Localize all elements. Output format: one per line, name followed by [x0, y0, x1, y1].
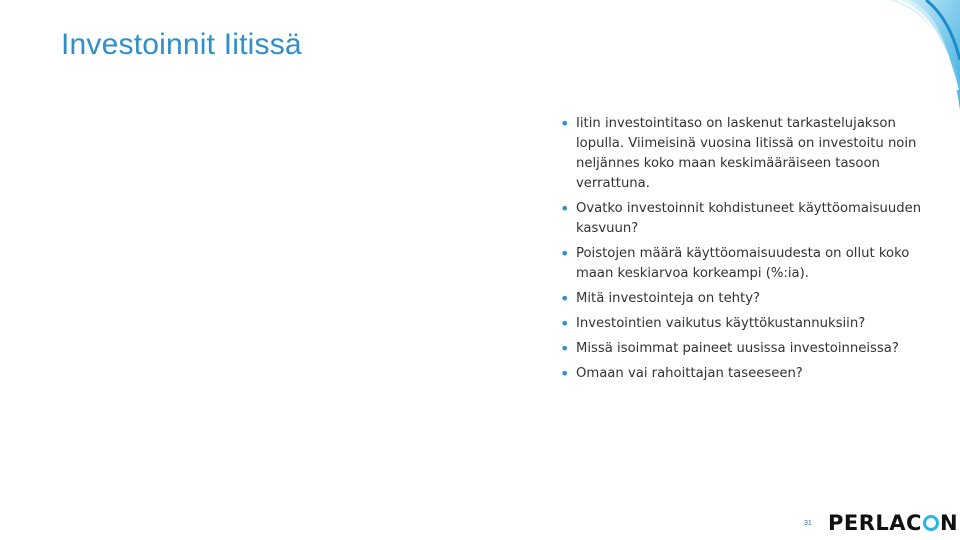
slide-title: Investoinnit Iitissä [61, 28, 302, 61]
bullet-item [560, 339, 930, 359]
bullet-text: Mitä investointeja on tehty? [576, 291, 761, 306]
logo-text-end: N [939, 511, 959, 535]
bullet-text: Investointien vaikutus käyttökustannuksiin? [576, 316, 866, 331]
bullet-text: Omaan vai rahoittajan taseeseen? [576, 366, 803, 381]
bullet-dot-icon: • [560, 314, 570, 333]
bullet-dot-icon: • [560, 289, 570, 308]
bullet-item [560, 289, 930, 309]
bullet-item [560, 244, 930, 284]
bullet-dot-icon: • [560, 114, 570, 133]
bullet-text: Ovatko investoinnit kohdistuneet käyttöomaisuuden kasvuun? [576, 201, 922, 236]
bullet-text: Missä isoimmat paineet uusissa investoinneissa? [576, 341, 899, 356]
bullet-text: Poistojen määrä käyttöomaisuudesta on ollut koko maan keskiarvoa korkeampi (%:ia). [576, 246, 910, 281]
bullet-item [560, 199, 930, 239]
bullet-dot-icon: • [560, 199, 570, 218]
logo-text-start: PERLAC [828, 511, 922, 535]
bullet-item [560, 364, 930, 384]
logo-ring-icon [923, 515, 939, 531]
perlacon-logo [828, 509, 958, 537]
bullet-item [560, 314, 930, 334]
bullet-dot-icon: • [560, 244, 570, 263]
bullet-dot-icon: • [560, 364, 570, 383]
page-number: 31 [804, 520, 812, 527]
bullet-text: Iitin investointitaso on laskenut tarkastelujakson lopulla. Viimeisinä vuosina Iitissä on investoitu noin neljännes koko maan keskimääräiseen tasoon verrattuna. [576, 116, 917, 191]
bullet-item [560, 114, 930, 194]
bullet-list [560, 114, 930, 389]
corner-swoosh-decoration [840, 0, 960, 120]
bullet-dot-icon: • [560, 339, 570, 358]
